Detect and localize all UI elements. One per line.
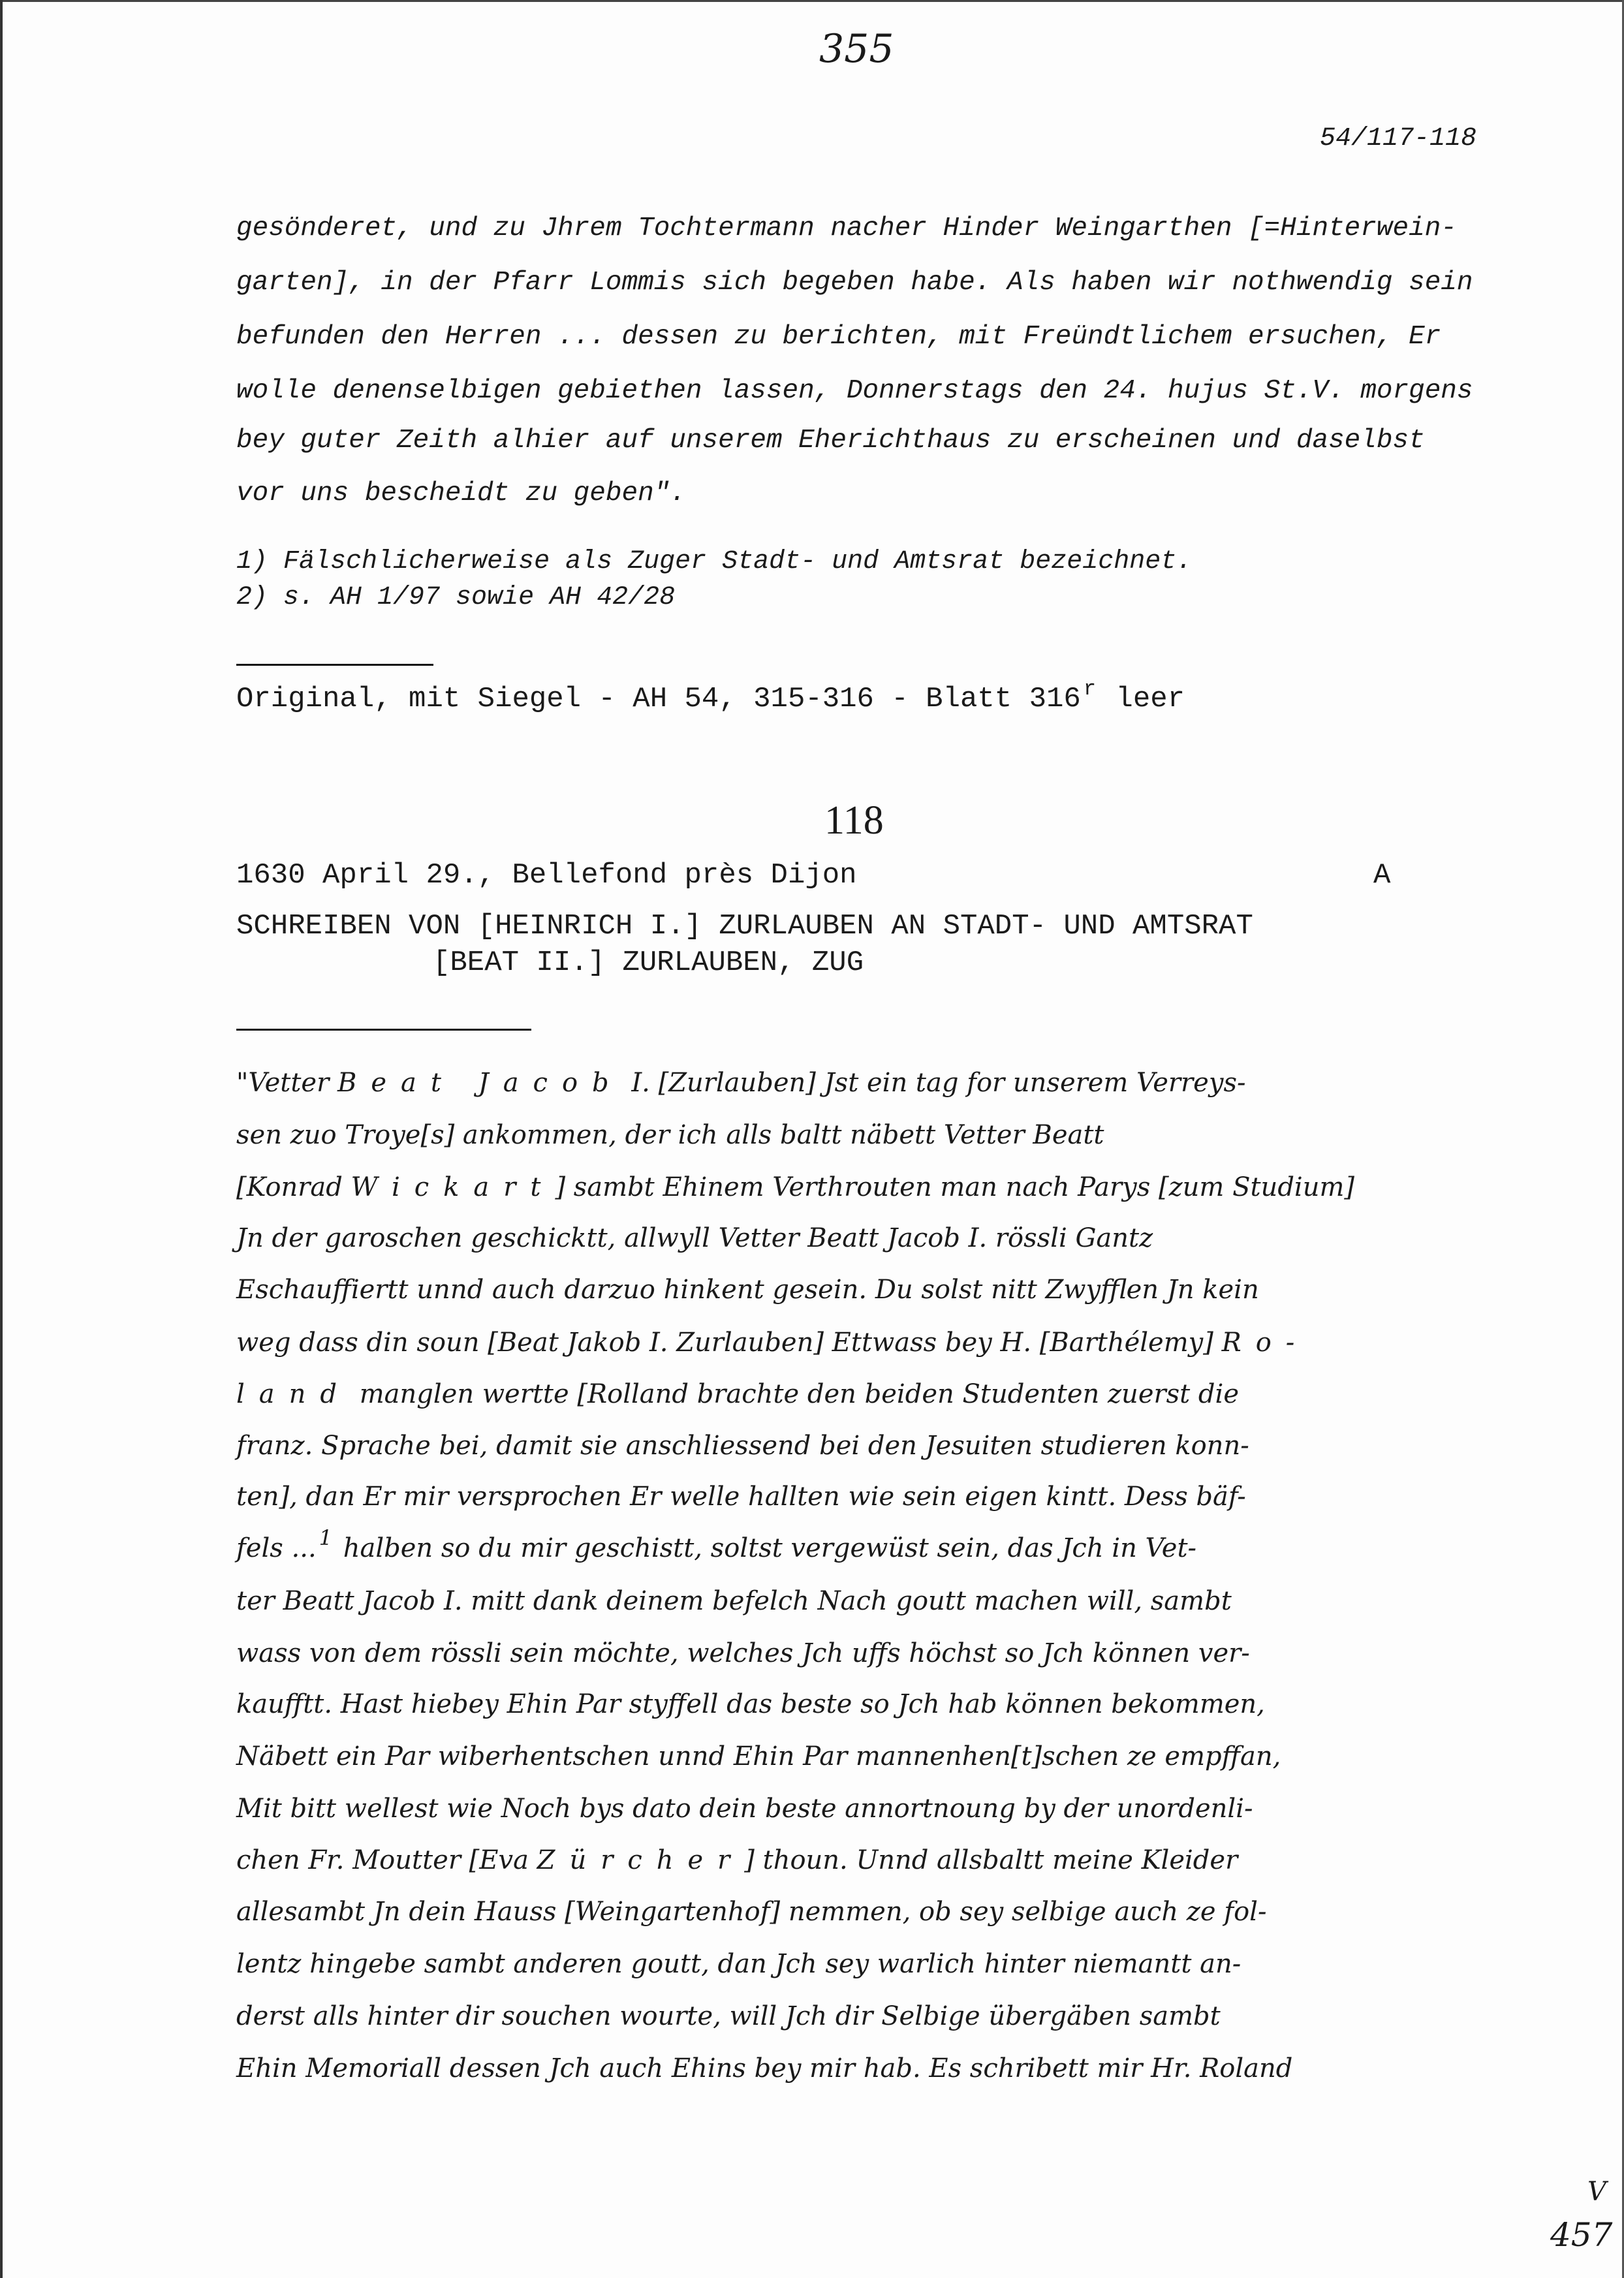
document-title-line2: [BEAT II.] ZURLAUBEN, ZUG — [433, 946, 864, 979]
body-line: [Konrad Wickart] sambt Ehinem Verthrouten man nach Parys [zum Studium] — [236, 1172, 1355, 1202]
body-line: land manglen wertte [Rolland brachte den beiden Studenten zuerst die — [236, 1379, 1239, 1409]
body-line: Näbett ein Par wiberhentschen unnd Ehin Par mannenhen[t]schen ze empffan, — [236, 1741, 1281, 1771]
date-place: 1630 April 29., Bellefond près Dijon — [236, 859, 857, 892]
body-line: wass von dem rössli sein möchte, welches Jch uffs höchst so Jch können ver- — [236, 1638, 1250, 1668]
source-line — [236, 677, 1185, 715]
body-line: lentz hingebe sambt anderen goutt, dan Jch sey warlich hinter niemantt an- — [236, 1949, 1241, 1979]
intro-line: garten], in der Pfarr Lommis sich begeben habe. Als haben wir nothwendig sein — [236, 268, 1473, 298]
body-line: kaufftt. Hast hiebey Ehin Par styffell das beste so Jch hab können bekommen, — [236, 1689, 1265, 1719]
footnote: 1) Fälschlicherweise als Zuger Stadt- und Amtsrat bezeichnet. — [236, 547, 1193, 576]
margin-mark: V — [1587, 2177, 1606, 2207]
document-letter: A — [1373, 859, 1391, 892]
body-line: Mit bitt wellest wie Noch bys dato dein beste annortnoung by der unordenli- — [236, 1794, 1253, 1824]
intro-line: wolle denenselbigen gebiethen lassen, Donnerstags den 24. hujus St.V. morgens — [236, 376, 1473, 406]
body-line: fels ... $^1$ halben so du mir geschistt, soltst vergewüst sein, das Jch in Vet- — [236, 1525, 1197, 1563]
divider — [236, 1029, 531, 1031]
body-line: franz. Sprache bei, damit sie anschliessend bei den Jesuiten studieren konn- — [236, 1431, 1249, 1461]
footnote-marker: 1 — [319, 1525, 333, 1550]
scan-edge-left — [0, 0, 3, 2278]
divider — [236, 664, 433, 666]
body-line: chen Fr. Moutter [Eva Zürcher] thoun. Unnd allsbaltt meine Kleider — [236, 1845, 1238, 1875]
intro-line: gesönderet, und zu Jhrem Tochtermann nacher Hinder Weingarthen [=Hinterwein- — [236, 213, 1457, 243]
body-line: Jn der garoschen geschicktt, allwyll Vetter Beatt Jacob I. rössli Gantz — [236, 1223, 1153, 1253]
body-line: derst alls hinter dir souchen wourte, will Jch dir Selbige übergäben sambt — [236, 2001, 1221, 2031]
document-number: 118 — [824, 798, 884, 843]
body-line: weg dass din soun [Beat Jakob I. Zurlauben] Ettwass bey H. [Barthélemy] Ro- — [236, 1328, 1309, 1358]
document-title: SCHREIBEN VON [HEINRICH I.] ZURLAUBEN AN STADT- UND AMTSRAT — [236, 910, 1253, 943]
source-suffix: leer — [1099, 683, 1185, 715]
body-line: "Vetter Beat Jacob I. [Zurlauben] Jst ein tag for unserem Verreys- — [236, 1068, 1246, 1098]
intro-line: vor uns bescheidt zu geben". — [236, 478, 686, 508]
scan-edge-top — [0, 0, 1624, 2]
intro-line: bey guter Zeith alhier auf unserem Eherichthaus zu erscheinen und daselbst — [236, 426, 1425, 456]
body-line: allesambt Jn dein Hauss [Weingartenhof] nemmen, ob sey selbige auch ze fol- — [236, 1897, 1267, 1927]
source-superscript: r — [1083, 677, 1097, 701]
body-line: sen zuo Troye[s] ankommen, der ich alls baltt näbett Vetter Beatt — [236, 1120, 1104, 1150]
body-line: Ehin Memoriall dessen Jch auch Ehins bey mir hab. Es schribett mir Hr. Roland — [236, 2053, 1293, 2083]
footnote: 2) s. AH 1/97 sowie AH 42/28 — [236, 583, 676, 612]
intro-line: befunden den Herren ... dessen zu berichten, mit Freündtlichem ersuchen, Er — [236, 322, 1441, 352]
margin-mark-number: 457 — [1550, 2216, 1613, 2254]
body-line: Eschauffiertt unnd auch darzuo hinkent gesein. Du solst nitt Zwyfflen Jn kein — [236, 1275, 1259, 1305]
page-number: 355 — [819, 26, 894, 72]
body-line: ten], dan Er mir versprochen Er welle hallten wie sein eigen kintt. Dess bäf- — [236, 1482, 1246, 1512]
body-line: ter Beatt Jacob I. mitt dank deinem befelch Nach goutt machen will, sambt — [236, 1586, 1232, 1616]
source-text: Original, mit Siegel - AH 54, 315-316 - Blatt 316 — [236, 683, 1081, 715]
document-reference: 54/117-118 — [1320, 124, 1477, 153]
